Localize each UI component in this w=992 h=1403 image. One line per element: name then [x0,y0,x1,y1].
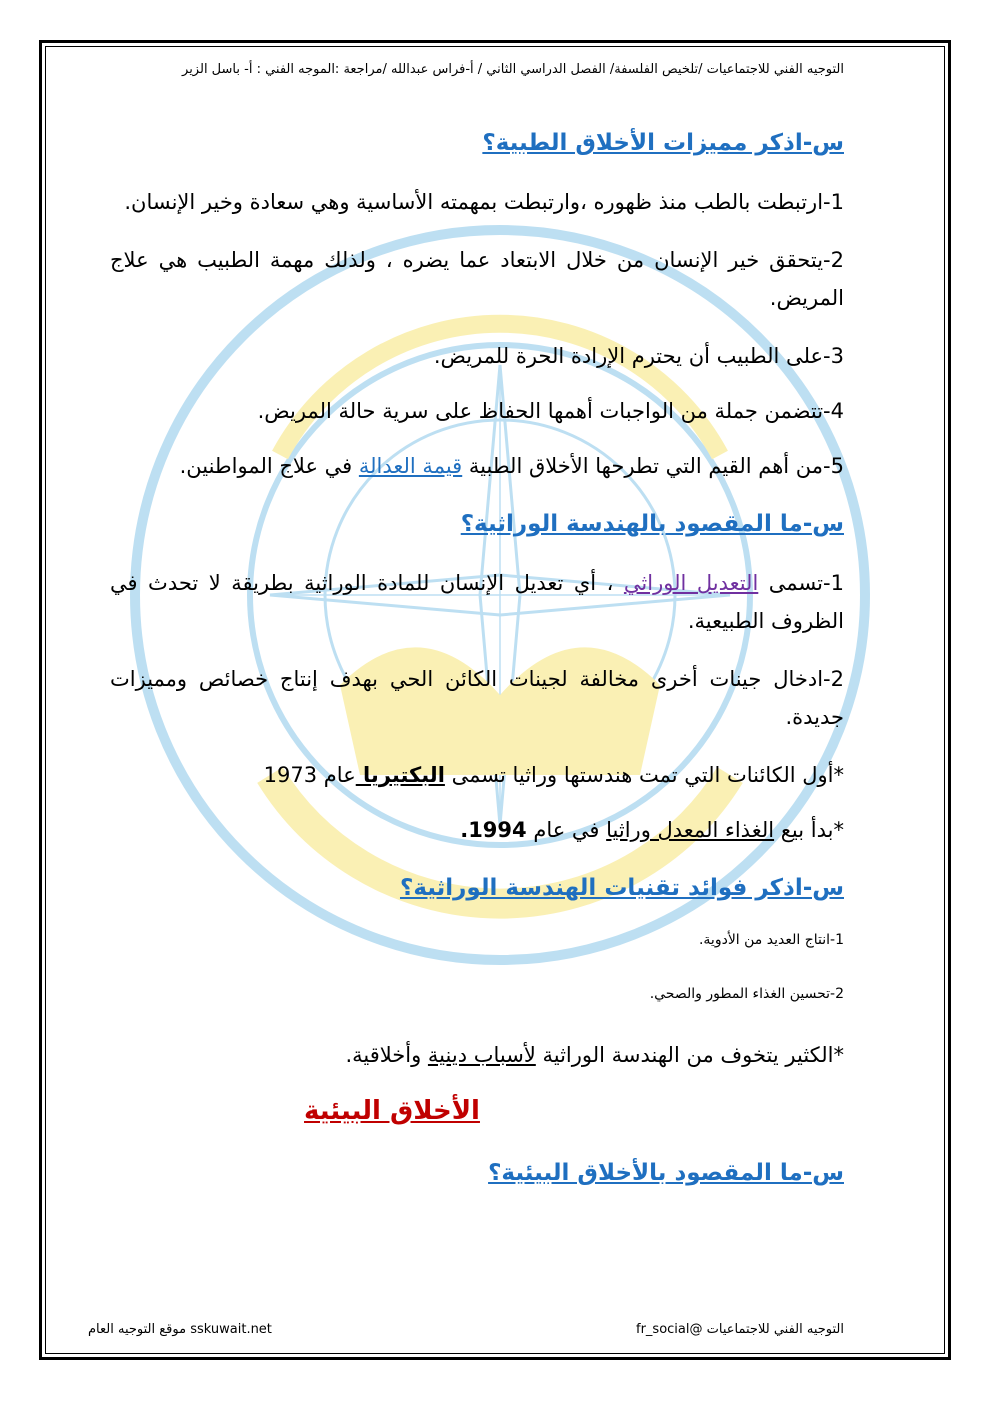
justice-value-highlight: قيمة العدالة [358,454,463,478]
concern-text-b: وأخلاقية. [345,1043,428,1067]
year-1994: 1994. [460,818,527,842]
medical-ethics-point-2: 2-يتحقق خير الإنسان من خلال الابتعاد عما يضره ، ولذلك مهمة الطبيب هي علاج المريض. [110,248,844,310]
question-environmental-ethics-title: س-ما المقصود بالأخلاق البيئية؟ [488,1160,844,1186]
medical-ethics-point-3: 3-على الطبيب أن يحترم الإرادة الحرة للمريض. [433,344,844,368]
ge-point-1-text-b: ، أي تعديل الإنسان للمادة الوراثية بطريقة لا تحدث في الظروف الطبيعية. [110,571,844,633]
page-content [110,115,844,1213]
modified-food-highlight: الغذاء المعدل وراثيا [606,818,775,842]
section-title-environmental-ethics: الأخلاق البيئية [304,1096,480,1126]
religious-reasons-highlight: لأسباب دينية [427,1043,536,1067]
genetic-engineering-note-2 [110,811,844,849]
footer-website: sskuwait.net موقع التوجيه العام [88,1322,272,1337]
note-2-text-a: *بدأ بيع [774,818,844,842]
genetic-engineering-point-2: 2-ادخال جينات أخرى مخالفة لجينات الكائن الحي بهدف إنتاج خصائص ومميزات جديدة. [110,667,844,729]
ge-point-1-text-a: 1-تسمى [758,571,844,595]
concern-text-a: *الكثير يتخوف من الهندسة الوراثية [535,1043,844,1067]
genetic-engineering-note-1 [110,756,844,794]
ge-benefit-2: 2-تحسين الغذاء المطور والصحي. [649,986,844,1002]
footer-social: التوجيه الفني للاجتماعيات @fr_social [636,1322,844,1337]
medical-ethics-point-4: 4-تتضمن جملة من الواجبات أهمها الحفاظ على سرية حالة المريض. [257,399,844,423]
genetic-modification-highlight: التعديل الوراثي [623,571,759,595]
point-5-text-b: في علاج المواطنين. [179,454,359,478]
ge-concern-note [110,1036,844,1074]
question-genetic-engineering-title: س-ما المقصود بالهندسة الوراثية؟ [460,511,844,537]
page-header: التوجيه الفني للاجتماعيات /تلخيص الفلسفة/ الفصل الدراسي الثاني / أ-فراس عبدالله /مراجعة :الموجه الفني : أ- باسل الزير [182,62,844,77]
medical-ethics-point-5 [110,447,844,485]
note-2-text-b: في عام [526,818,607,842]
genetic-engineering-point-1 [110,564,844,640]
question-ge-benefits-title: س-اذكر فوائد تقنيات الهندسة الوراثية؟ [399,875,844,901]
ge-benefit-1: 1-انتاج العديد من الأدوية. [698,932,844,948]
bacteria-highlight: البكتيريا [355,763,445,787]
note-1-text-a: *أول الكائنات التي تمت هندستها وراثيا تسمى [444,763,844,787]
point-5-text-a: 5-من أهم القيم التي تطرحها الأخلاق الطبية [462,454,844,478]
medical-ethics-point-1: 1-ارتبطت بالطب منذ ظهوره ،وارتبطت بمهمته الأساسية وهي سعادة وخير الإنسان. [124,190,844,214]
question-medical-ethics-title: س-اذكر مميزات الأخلاق الطبية؟ [482,130,844,156]
note-1-text-b: عام 1973 [263,763,356,787]
